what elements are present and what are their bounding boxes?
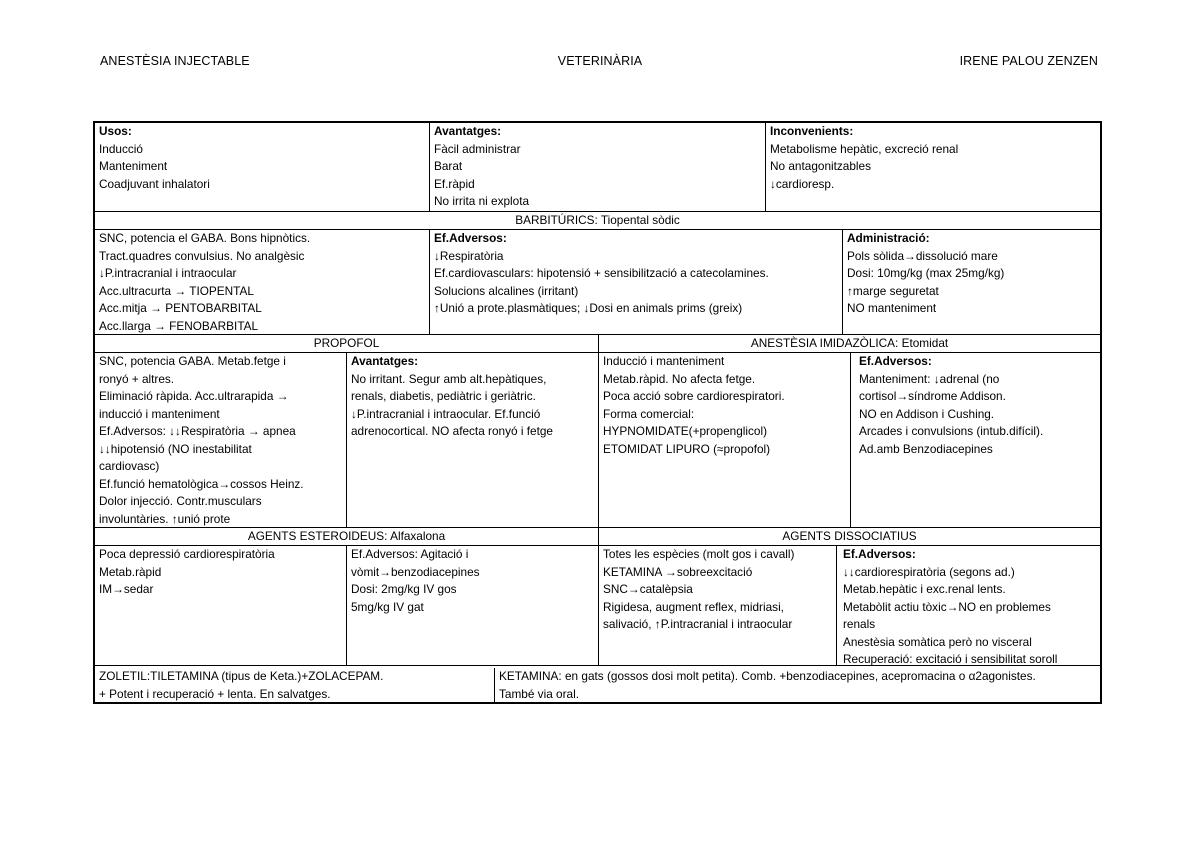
etomidat-line: Manteniment: ↓adrenal (no [859, 371, 1000, 386]
dissociatius-line: salivació, ↑P.intracranial i intraocular [603, 617, 793, 631]
barbiturics-line: ↓Respiratòria [434, 248, 504, 263]
etomidat-info-cell [599, 353, 851, 527]
dissociatius-line: ↓↓cardiorespiratòria (segons ad.) [843, 564, 1015, 579]
esteroideus-title-rest: Alfaxalona [387, 529, 446, 543]
footer-row [95, 666, 1100, 704]
alfaxalona-line: Poca depressió cardiorespiratòria [99, 547, 275, 561]
inconvenients-heading: Inconvenients: [770, 124, 854, 138]
avantatges-cell [430, 123, 766, 211]
header-center: VETERINÀRIA [557, 54, 643, 68]
barbiturics-administracio-cell [843, 230, 1100, 334]
alfaxalona-line: vòmit→benzodiacepines [351, 564, 480, 579]
propofol-line: ↓↓hipotensió (NO inestabilitat [99, 441, 252, 456]
barbiturics-line: ↑Unió a prote.plasmàtiques; ↓Dosi en animals prims (greix) [434, 301, 743, 315]
usos-line: Coadjuvant inhalatori [99, 176, 210, 191]
propofol-line: inducció i manteniment [99, 406, 220, 421]
etomidat-line: cortisol→síndrome Addison. [859, 389, 1006, 403]
barbiturics-line: ↓P.intracranial i intraocular [99, 266, 237, 280]
header-right: IRENE PALOU ZENZEN [959, 54, 1098, 68]
avantatges-line: Barat [434, 159, 463, 173]
usos-cell [95, 123, 430, 211]
etomidat-line: Poca acció sobre cardiorespiratori. [603, 389, 785, 403]
barbiturics-line: Solucions alcalines (irritant) [434, 283, 579, 298]
usos-line: Manteniment [99, 159, 168, 173]
dissociatius-line: Metab.hepàtic i exc.renal lents. [843, 582, 1006, 596]
ketamina-line: KETAMINA: en gats (gossos dosi molt petita). Comb. +benzodiacepines, acepromacina o α2agonistes. [499, 669, 1036, 683]
alfaxalona-line: IM→sedar [99, 582, 154, 596]
esteroideus-title [95, 528, 599, 546]
barbiturics-line: SNC, potencia el GABA. Bons hipnòtics. [99, 231, 311, 245]
inconvenients-line: Metabolisme hepàtic, excreció renal [770, 141, 959, 156]
barbiturics-line: Acc.mitja → PENTOBARBITAL [99, 301, 262, 315]
avantatges-line: Fàcil administrar [434, 141, 521, 156]
propofol-line: Ef.Adversos: ↓↓Respiratòria → apnea [99, 424, 296, 438]
alfaxalona-line: Ef.Adversos: Agitació i [351, 547, 469, 561]
propofol-line: adrenocortical. NO afecta ronyó i fetge [351, 424, 553, 438]
dissociatius-line: Anestèsia somàtica però no visceral [843, 634, 1032, 649]
dissociatius-info-cell [599, 546, 837, 665]
dissociatius-adversos-heading: Ef.Adversos: [843, 547, 916, 561]
usos-line: Inducció [99, 141, 143, 156]
etomidat-line: Metab.ràpid. No afecta fetge. [603, 371, 756, 386]
zoletil-line: ZOLETIL:TILETAMINA (tipus de Keta.)+ZOLACEPAM. [99, 669, 384, 683]
etomidat-line: Arcades i convulsions (intub.difícil). [859, 424, 1044, 438]
etomidat-adversos-cell [851, 353, 1100, 527]
etomidat-adversos-heading: Ef.Adversos: [859, 354, 932, 368]
alfaxalona-line: Metab.ràpid [99, 564, 162, 579]
alfaxalona-line: 5mg/kg IV gat [351, 599, 424, 614]
barbiturics-section [95, 212, 1100, 335]
etomidat-line: Inducció i manteniment [603, 354, 725, 368]
barbiturics-line: Dosi: 10mg/kg (max 25mg/kg) [847, 266, 1005, 280]
administracio-heading: Administració: [847, 231, 930, 245]
general-row [95, 123, 1100, 212]
barbiturics-line: Acc.llarga → FENOBARBITAL [99, 318, 259, 333]
alfaxalona-line: Dosi: 2mg/kg IV gos [351, 582, 457, 596]
esteroideus-dissociatius-row [95, 528, 1100, 666]
propofol-etomidat-row [95, 335, 1100, 528]
propofol-line: ↓P.intracranial i intraocular. Ef.funció [351, 406, 541, 421]
avantatges-line: Ef.ràpid [434, 176, 475, 191]
propofol-line: cardiovasc) [99, 459, 160, 473]
propofol-line: involuntàries. ↑unió prote [99, 511, 231, 526]
propofol-title: PROPOFOL [95, 335, 599, 353]
dissociatius-line: renals [843, 617, 876, 631]
barbiturics-line: Acc.ultracurta → TIOPENTAL [99, 283, 254, 298]
esteroideus-title-bold: AGENTS ESTEROIDEUS: [247, 529, 388, 543]
propofol-line: SNC, potencia GABA. Metab.fetge i [99, 354, 286, 368]
inconvenients-line: No antagonitzables [770, 159, 871, 173]
barbiturics-title-rest: Tiopental sòdic [597, 213, 680, 227]
ketamina-cell [495, 668, 1100, 704]
avantatges-line: No irrita ni explota [434, 194, 530, 208]
etomidat-line: ETOMIDAT LIPURO (≈propofol) [603, 441, 771, 456]
dissociatius-title: AGENTS DISSOCIATIUS [599, 528, 1100, 546]
barbiturics-line: Pols sòlida→dissolució mare [847, 248, 998, 263]
dissociatius-line: Totes les espècies (molt gos i cavall) [603, 547, 795, 561]
dissociatius-line: Rigidesa, augment reflex, midriasi, [603, 599, 784, 614]
barbiturics-line: Ef.cardiovasculars: hipotensió + sensibilització a catecolamines. [434, 266, 769, 280]
imidazolica-title: ANESTÈSIA IMIDAZÒLICA: Etomidat [599, 335, 1100, 353]
propofol-line: Ef.funció hematològica→cossos Heinz. [99, 476, 304, 491]
summary-table [93, 121, 1102, 704]
dissociatius-line: Recuperació: excitació i sensibilitat soroll [843, 652, 1058, 665]
avantatges-heading: Avantatges: [434, 124, 502, 138]
alfaxalona-adversos-cell [347, 546, 599, 665]
propofol-line: Eliminació ràpida. Acc.ultrarapida → [99, 389, 289, 403]
etomidat-line: NO en Addison i Cushing. [859, 406, 995, 421]
zoletil-line: + Potent i recuperació + lenta. En salvatges. [99, 686, 331, 701]
etomidat-line: Ad.amb Benzodiacepines [859, 441, 993, 456]
barbiturics-title [95, 212, 1100, 230]
barbiturics-line: NO manteniment [847, 301, 937, 315]
usos-heading: Usos: [99, 124, 132, 138]
dissociatius-adversos-cell [837, 546, 1100, 665]
header-left: ANESTÈSIA INJECTABLE [100, 54, 250, 68]
dissociatius-line: SNC→catalèpsia [603, 582, 693, 596]
propofol-line: Dolor injecció. Contr.musculars [99, 494, 262, 508]
barbiturics-adversos-heading: Ef.Adversos: [434, 231, 507, 245]
barbiturics-mechanism-cell [95, 230, 430, 334]
propofol-avantatges-heading: Avantatges: [351, 354, 419, 368]
propofol-line: ronyó + altres. [99, 371, 175, 386]
inconvenients-cell [766, 123, 1100, 211]
barbiturics-adversos-cell [430, 230, 843, 334]
alfaxalona-info-cell [95, 546, 347, 665]
ketamina-line: També via oral. [499, 686, 579, 701]
propofol-line: No irritant. Segur amb alt.hepàtiques, [351, 371, 547, 386]
zoletil-cell [95, 668, 495, 704]
dissociatius-line: Metabòlit actiu tòxic→NO en problemes [843, 599, 1051, 614]
etomidat-line: HYPNOMIDATE(+propenglicol) [603, 424, 768, 438]
etomidat-line: Forma comercial: [603, 406, 695, 421]
propofol-line: renals, diabetis, pediàtric i geriàtric. [351, 389, 536, 403]
barbiturics-title-bold: BARBITÚRICS: [515, 213, 598, 227]
barbiturics-line: ↑marge seguretat [847, 283, 939, 298]
barbiturics-line: Tract.quadres convulsius. No analgèsic [99, 248, 305, 263]
dissociatius-line: KETAMINA →sobreexcitació [603, 564, 753, 579]
propofol-avantatges-cell [347, 353, 599, 527]
propofol-mechanism-cell [95, 353, 347, 527]
inconvenients-line: ↓cardioresp. [770, 176, 835, 191]
